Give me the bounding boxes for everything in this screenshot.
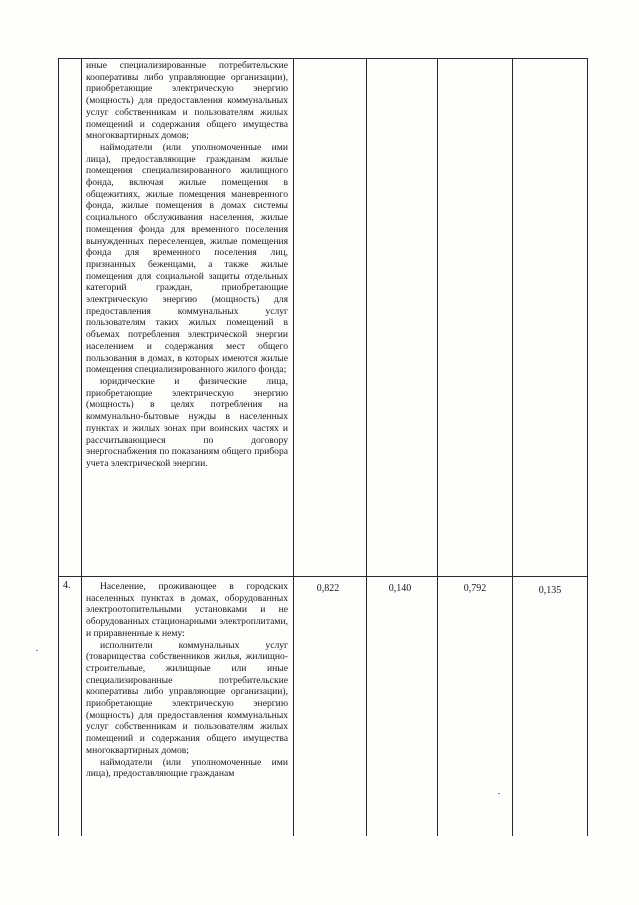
table-border-value-col-1 bbox=[366, 58, 367, 836]
table-border-text-col bbox=[293, 58, 294, 836]
table-border-value-col-3 bbox=[512, 58, 513, 836]
row-4-paragraph-2: исполнители коммунальных услуг (товарищества собственников жилья, жилищно-строительные, жилищные или иные специализированные потребительские кооперативы либо управляющие организации), приобретающие электрическую энергию (мощность) для предоставления коммунальных услуг собственникам и пользователям жилых помещений и содержания общего имущества многоквартирных домов; bbox=[86, 639, 288, 756]
row-continuation-paragraph-3: юридические и физические лица, приобретающие электрическую энергию (мощность) в целях потребления на коммунально-бытовые нужды в населенных пунктах и жилых зонах при воинских частях и рассчитывающиеся по договору энергоснабжения по показаниям общего прибора учета электрической энергии. bbox=[86, 375, 288, 469]
row-continuation-paragraph-2: наймодатели (или уполномоченные ими лица), предоставляющие гражданам жилые помещения специализированного жилищного фонда, включая жилые помещения в общежитиях, жилые помещения маневренного фонда, жилые помещения в домах системы социального обслуживания населения, жилые помещения фонда для временного поселения вынужденных переселенцев, жилые помещения фонда для временного поселения лиц, признанных беженцами, а также жилые помещения для социальной защиты отдельных категорий граждан, приобретающие электрическую энергию (мощность) для предоставления коммунальных услуг пользователям таких жилых помещений в объемах потребления электрической энергии населением и содержания мест общего пользования в домах, в которых имеются жилые помещения специализированного жилого фонда; bbox=[86, 141, 288, 376]
table-border-left bbox=[58, 58, 59, 836]
table-border-number-col bbox=[81, 58, 82, 836]
row-4-value-3: 0,792 bbox=[463, 583, 487, 594]
row-continuation-paragraph-1: иные специализированные потребительские кооперативы либо управляющие организации), приобретающие электрическую энергию (мощность) для предоставления коммунальных услуг собственникам и пользователям жилых помещений и содержания общего имущества многоквартирных домов; bbox=[86, 60, 288, 142]
row-4-paragraph-1: Население, проживающее в городских населенных пунктах в домах, оборудованных электроотопительными установками и не оборудованных стационарными электроплитами, и приравненные к нему: bbox=[86, 581, 288, 639]
row-4-value-1: 0,822 bbox=[316, 583, 340, 594]
row-continuation-text bbox=[86, 60, 288, 470]
row-4-value-2: 0,140 bbox=[388, 583, 412, 594]
row-4-text bbox=[86, 581, 288, 780]
row-4-value-4: 0,135 bbox=[538, 585, 562, 596]
scan-speck bbox=[498, 793, 500, 794]
row-4-number: 4. bbox=[63, 580, 71, 591]
table-border-right bbox=[587, 58, 588, 836]
row-4-paragraph-3: наймодатели (или уполномоченные ими лица), предоставляющие гражданам bbox=[86, 756, 288, 780]
table-border-top bbox=[58, 58, 588, 59]
table-border-value-col-2 bbox=[437, 58, 438, 836]
scan-speck bbox=[36, 650, 38, 651]
row-separator bbox=[58, 576, 588, 577]
